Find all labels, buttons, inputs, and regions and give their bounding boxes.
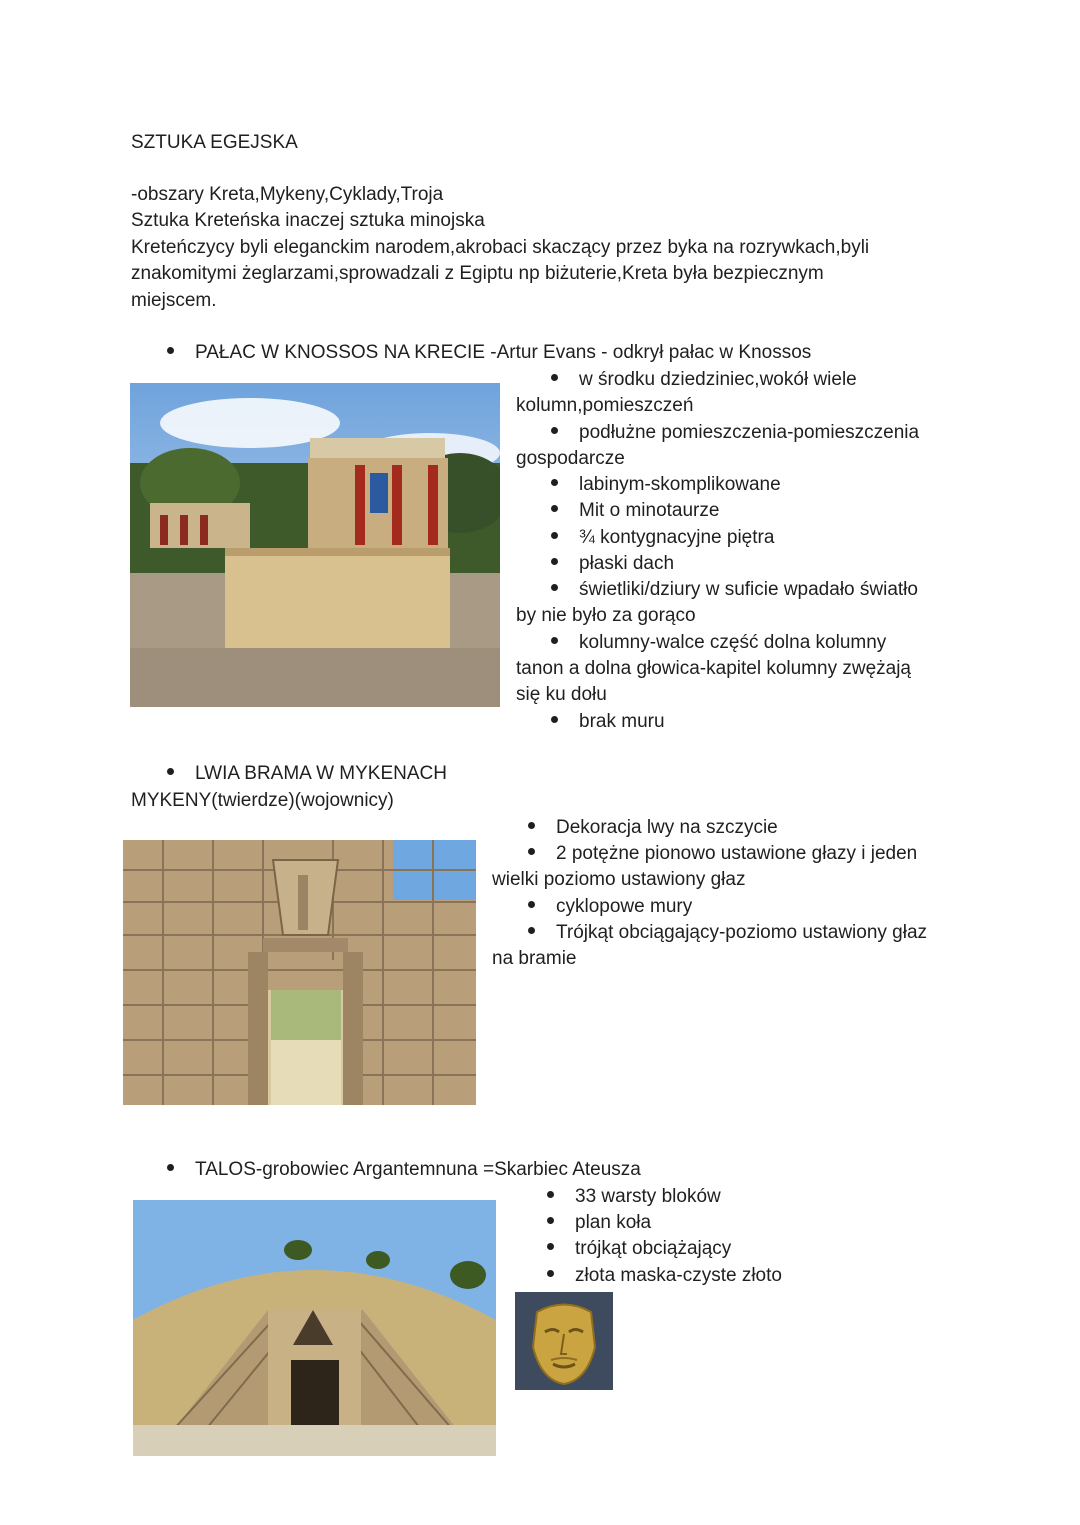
mycenae-heading xyxy=(167,761,447,787)
intro-line: miejscem. xyxy=(131,290,217,311)
intro-line: znakomitymi żeglarzami,sprowadzali z Egiptu np biżuterie,Kreta była bezpiecznym xyxy=(131,263,824,284)
bullet xyxy=(167,347,174,354)
talos-heading xyxy=(167,1157,641,1183)
talos-item: plan koła xyxy=(547,1210,651,1236)
talos-item: 33 warsty bloków xyxy=(547,1184,721,1210)
page-title: SZTUKA EGEJSKA xyxy=(131,132,298,153)
knossos-palace-photo xyxy=(130,383,500,707)
bullet xyxy=(547,1191,554,1198)
treasury-of-atreus-photo xyxy=(133,1200,496,1456)
knossos-item: labinym-skomplikowane xyxy=(551,472,781,498)
bullet xyxy=(528,848,535,855)
mycenae-subheading: MYKENY(twierdze)(wojownicy) xyxy=(131,790,394,811)
talos-item: złota maska-czyste złoto xyxy=(547,1263,782,1289)
mycenae-heading-text: LWIA BRAMA W MYKENACH xyxy=(195,763,447,784)
bullet xyxy=(551,637,558,644)
intro-line: Sztuka Kreteńska inaczej sztuka minojska xyxy=(131,210,485,231)
mycenae-item: Trójkąt obciągający-poziomo ustawiony głaz xyxy=(528,920,927,946)
bullet xyxy=(528,901,535,908)
knossos-item-cont: się ku dołu xyxy=(516,684,607,705)
gold-mask-photo xyxy=(515,1292,613,1390)
bullet xyxy=(547,1243,554,1250)
lion-gate-photo xyxy=(123,840,476,1105)
talos-item: trójkąt obciążający xyxy=(547,1236,731,1262)
bullet xyxy=(167,768,174,775)
knossos-item: Mit o minotaurze xyxy=(551,498,719,524)
knossos-heading xyxy=(167,340,811,366)
knossos-item: brak muru xyxy=(551,709,665,735)
knossos-item-cont: kolumn,pomieszczeń xyxy=(516,395,694,416)
bullet xyxy=(551,716,558,723)
knossos-heading-text: PAŁAC W KNOSSOS NA KRECIE -Artur Evans - odkrył pałac w Knossos xyxy=(195,342,812,363)
knossos-item: świetliki/dziury w suficie wpadało światło xyxy=(551,577,918,603)
intro-line: -obszary Kreta,Mykeny,Cyklady,Troja xyxy=(131,184,444,205)
knossos-item: w środku dziedziniec,wokół wiele xyxy=(551,367,857,393)
bullet xyxy=(547,1217,554,1224)
mycenae-item-cont: na bramie xyxy=(492,948,577,969)
bullet xyxy=(528,822,535,829)
knossos-item: podłużne pomieszczenia-pomieszczenia xyxy=(551,420,919,446)
bullet xyxy=(551,532,558,539)
knossos-item-cont: by nie było za gorąco xyxy=(516,605,696,626)
intro-line: Kreteńczycy byli eleganckim narodem,akrobaci skaczący przez byka na rozrywkach,byli xyxy=(131,237,870,258)
mycenae-item-cont: wielki poziomo ustawiony głaz xyxy=(492,869,746,890)
bullet xyxy=(551,584,558,591)
bullet xyxy=(167,1164,174,1171)
talos-heading-text: TALOS-grobowiec Argantemnuna =Skarbiec Ateusza xyxy=(195,1159,641,1180)
bullet xyxy=(551,427,558,434)
knossos-item: ¾ kontygnacyjne piętra xyxy=(551,525,774,551)
bullet xyxy=(551,479,558,486)
knossos-item: płaski dach xyxy=(551,551,674,577)
bullet xyxy=(551,505,558,512)
knossos-item: kolumny-walce część dolna kolumny xyxy=(551,630,886,656)
knossos-item-cont: gospodarcze xyxy=(516,448,625,469)
bullet xyxy=(551,374,558,381)
mycenae-item: 2 potężne pionowo ustawione głazy i jeden xyxy=(528,841,917,867)
mycenae-item: cyklopowe mury xyxy=(528,894,692,920)
bullet xyxy=(551,558,558,565)
bullet xyxy=(547,1270,554,1277)
knossos-item-cont: tanon a dolna głowica-kapitel kolumny zwężają xyxy=(516,658,912,679)
bullet xyxy=(528,927,535,934)
mycenae-item: Dekoracja lwy na szczycie xyxy=(528,815,778,841)
